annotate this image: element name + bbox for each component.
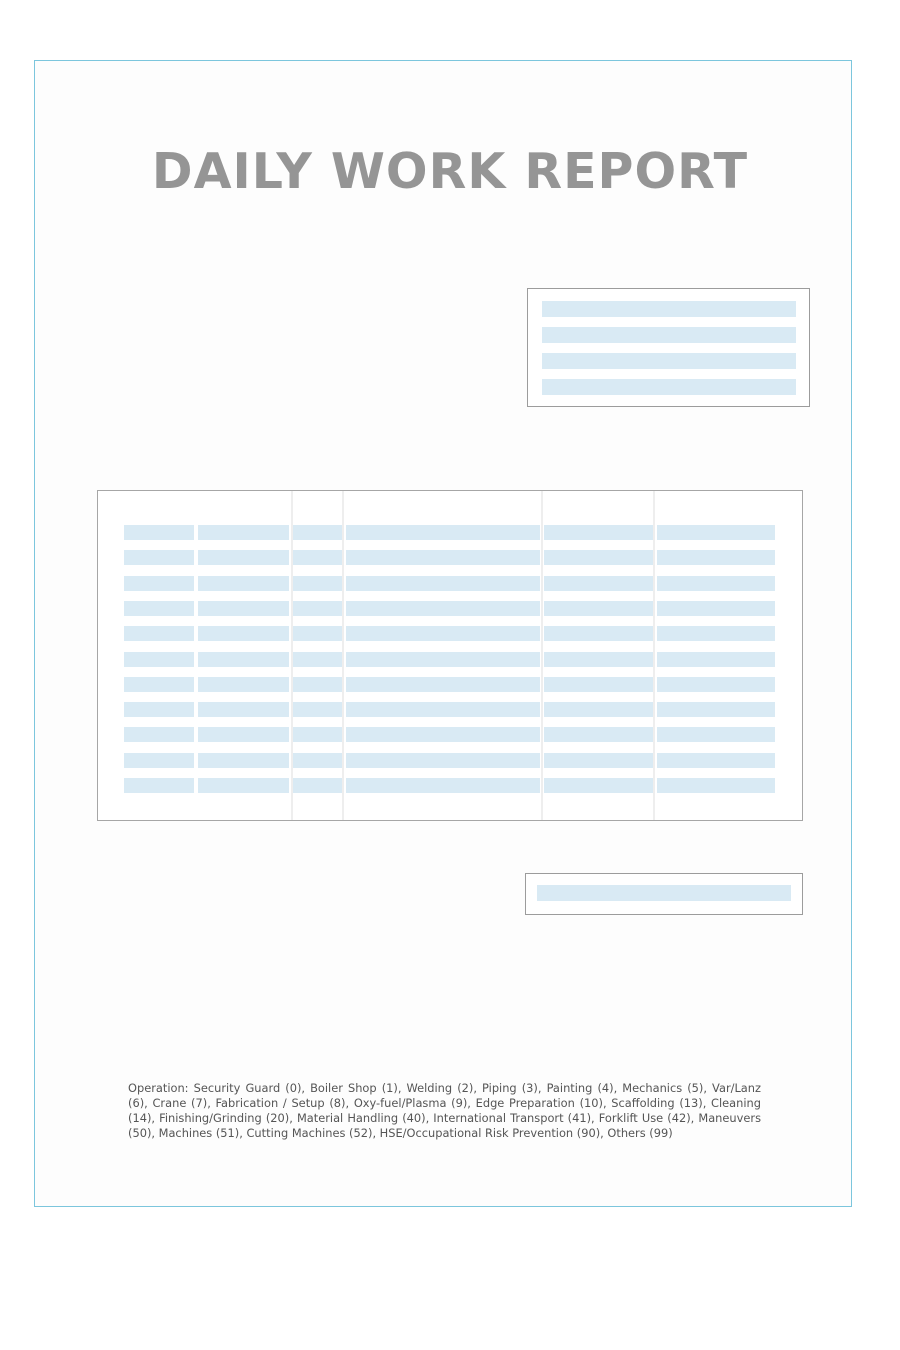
table-cell-r11-c2[interactable] (198, 778, 289, 793)
operation-legend: Operation: Security Guard (0), Boiler Shop (1), Welding (2), Piping (3), Painting (4), Mechanics (5), Var/Lanz (6), Crane (7), Fabrication / Setup (8), Oxy-fuel/Plasma (9), Edge Preparation (10), Scaffolding (13), Cleaning (14), Finishing/Grinding (20), Material Handling (40), International Transport (41), Forklift Use (42), Maneuvers (50), Machines (51), Cutting Machines (52), HSE/Occupational Risk Prevention (90), Others (99) (128, 1081, 761, 1140)
table-cell-r10-c3[interactable] (293, 753, 342, 768)
table-cell-r8-c6[interactable] (657, 702, 775, 717)
table-cell-r3-c6[interactable] (657, 576, 775, 591)
table-cell-r10-c1[interactable] (124, 753, 194, 768)
table-cell-r1-c6[interactable] (657, 525, 775, 540)
work-table (97, 490, 803, 821)
table-cell-r4-c2[interactable] (198, 601, 289, 616)
header-field-2[interactable] (542, 327, 796, 343)
table-cell-r6-c3[interactable] (293, 652, 342, 667)
table-cell-r3-c2[interactable] (198, 576, 289, 591)
table-cell-r1-c4[interactable] (346, 525, 540, 540)
table-cell-r3-c3[interactable] (293, 576, 342, 591)
table-cell-r10-c6[interactable] (657, 753, 775, 768)
header-info-box (527, 288, 810, 407)
total-field[interactable] (537, 885, 791, 901)
table-cell-r11-c4[interactable] (346, 778, 540, 793)
table-cell-r5-c3[interactable] (293, 626, 342, 641)
table-cell-r9-c2[interactable] (198, 727, 289, 742)
table-cell-r1-c5[interactable] (544, 525, 653, 540)
table-cell-r2-c1[interactable] (124, 550, 194, 565)
table-cell-r4-c3[interactable] (293, 601, 342, 616)
table-cell-r3-c5[interactable] (544, 576, 653, 591)
table-cell-r9-c6[interactable] (657, 727, 775, 742)
table-cell-r10-c2[interactable] (198, 753, 289, 768)
table-cell-r7-c6[interactable] (657, 677, 775, 692)
table-cell-r2-c5[interactable] (544, 550, 653, 565)
column-separator (541, 491, 543, 820)
table-cell-r7-c3[interactable] (293, 677, 342, 692)
table-cell-r11-c5[interactable] (544, 778, 653, 793)
table-cell-r4-c1[interactable] (124, 601, 194, 616)
header-field-4[interactable] (542, 379, 796, 395)
table-cell-r5-c4[interactable] (346, 626, 540, 641)
table-cell-r9-c5[interactable] (544, 727, 653, 742)
table-cell-r10-c5[interactable] (544, 753, 653, 768)
table-cell-r5-c2[interactable] (198, 626, 289, 641)
table-cell-r1-c1[interactable] (124, 525, 194, 540)
column-separator (653, 491, 655, 820)
table-cell-r3-c1[interactable] (124, 576, 194, 591)
table-cell-r6-c5[interactable] (544, 652, 653, 667)
table-cell-r1-c2[interactable] (198, 525, 289, 540)
table-cell-r4-c6[interactable] (657, 601, 775, 616)
table-cell-r7-c2[interactable] (198, 677, 289, 692)
table-cell-r5-c5[interactable] (544, 626, 653, 641)
table-cell-r11-c6[interactable] (657, 778, 775, 793)
table-cell-r9-c1[interactable] (124, 727, 194, 742)
header-field-1[interactable] (542, 301, 796, 317)
total-box (525, 873, 803, 915)
table-cell-r8-c5[interactable] (544, 702, 653, 717)
table-cell-r3-c4[interactable] (346, 576, 540, 591)
table-cell-r4-c4[interactable] (346, 601, 540, 616)
table-cell-r11-c1[interactable] (124, 778, 194, 793)
table-cell-r8-c1[interactable] (124, 702, 194, 717)
column-separator (342, 491, 344, 820)
table-cell-r9-c3[interactable] (293, 727, 342, 742)
table-cell-r1-c3[interactable] (293, 525, 342, 540)
table-cell-r5-c1[interactable] (124, 626, 194, 641)
table-cell-r7-c4[interactable] (346, 677, 540, 692)
table-cell-r9-c4[interactable] (346, 727, 540, 742)
table-cell-r7-c5[interactable] (544, 677, 653, 692)
report-title: DAILY WORK REPORT (151, 143, 749, 200)
table-cell-r8-c2[interactable] (198, 702, 289, 717)
table-cell-r4-c5[interactable] (544, 601, 653, 616)
table-cell-r2-c2[interactable] (198, 550, 289, 565)
table-cell-r7-c1[interactable] (124, 677, 194, 692)
table-cell-r11-c3[interactable] (293, 778, 342, 793)
table-cell-r2-c6[interactable] (657, 550, 775, 565)
table-cell-r6-c6[interactable] (657, 652, 775, 667)
table-cell-r6-c2[interactable] (198, 652, 289, 667)
table-cell-r6-c4[interactable] (346, 652, 540, 667)
table-cell-r10-c4[interactable] (346, 753, 540, 768)
table-cell-r8-c3[interactable] (293, 702, 342, 717)
table-cell-r8-c4[interactable] (346, 702, 540, 717)
table-cell-r5-c6[interactable] (657, 626, 775, 641)
table-cell-r6-c1[interactable] (124, 652, 194, 667)
header-field-3[interactable] (542, 353, 796, 369)
table-cell-r2-c3[interactable] (293, 550, 342, 565)
table-cell-r2-c4[interactable] (346, 550, 540, 565)
